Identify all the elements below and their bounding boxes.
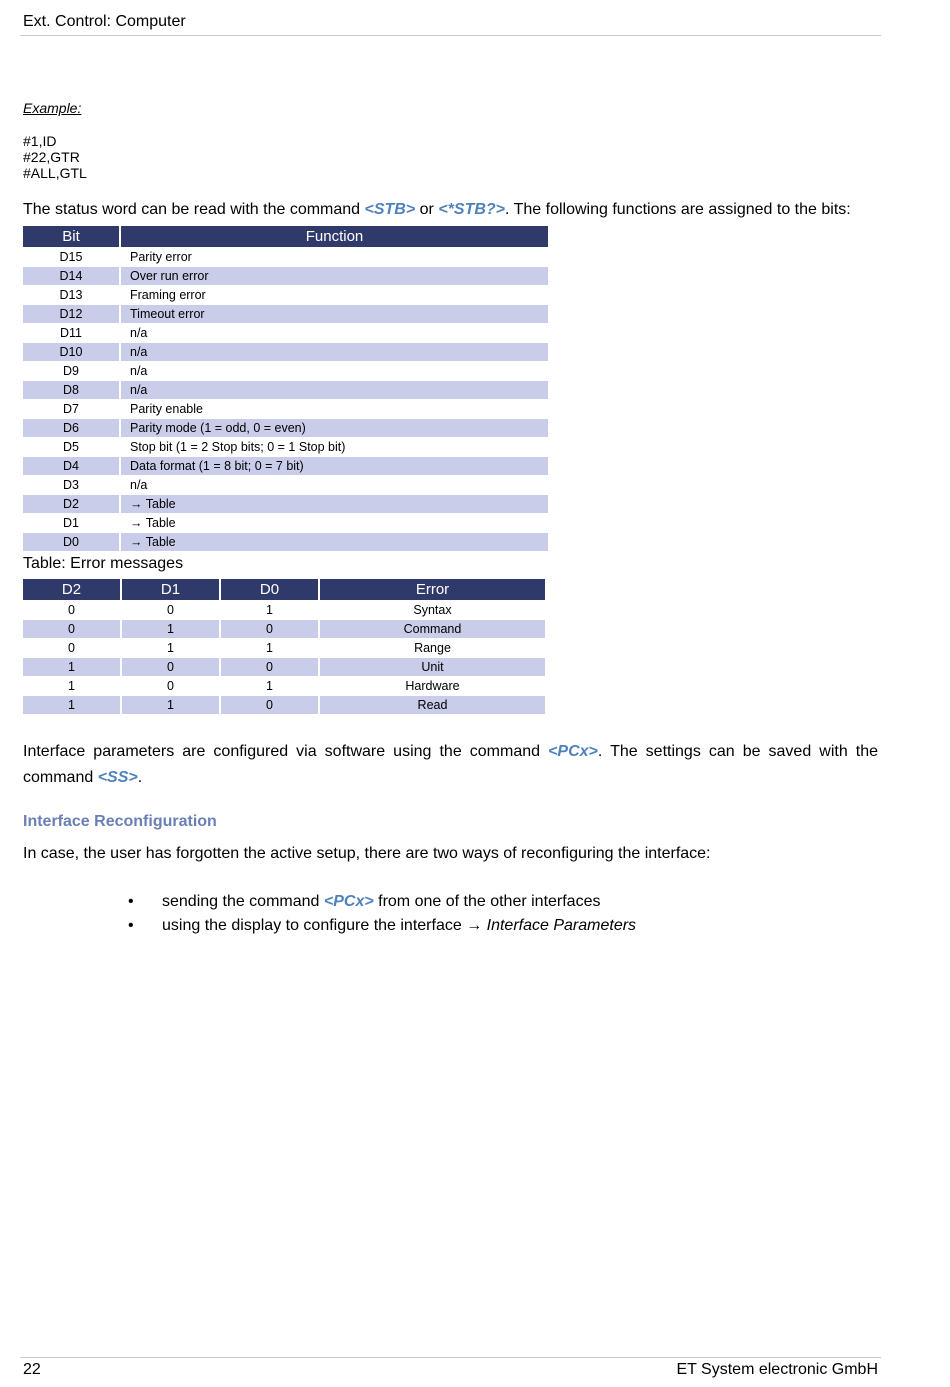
- list-item: [128, 914, 636, 938]
- error-table-caption: Table: Error messages: [23, 555, 184, 572]
- d2-cell: 1: [23, 696, 120, 714]
- table-row: [23, 400, 548, 418]
- function-cell: → Table: [121, 533, 548, 551]
- header-title: Ext. Control: Computer: [23, 13, 186, 30]
- bit-cell: D2: [23, 495, 119, 513]
- table-row: [23, 343, 548, 361]
- table-row: [23, 324, 548, 342]
- iface-text-after: .: [137, 769, 143, 786]
- d1-column-header: D1: [122, 579, 219, 600]
- function-cell: Parity error: [130, 250, 192, 264]
- bullet-icon: •: [128, 893, 134, 910]
- function-cell: n/a: [130, 478, 148, 492]
- table-row: [23, 495, 548, 513]
- d2-cell: 0: [68, 603, 75, 617]
- command-ss: <SS>: [97, 769, 138, 786]
- d1-cell: 0: [122, 658, 219, 676]
- bit-cell: D15: [59, 250, 83, 264]
- table-row: [23, 286, 548, 304]
- table-row: [23, 696, 545, 714]
- table-row: [23, 267, 548, 285]
- table-row: [23, 381, 548, 399]
- bit-column-header: Bit: [23, 226, 119, 247]
- bit-cell: D0: [23, 533, 119, 551]
- d1-cell: 1: [122, 696, 219, 714]
- bullet-icon: •: [128, 917, 134, 934]
- d0-cell: 1: [266, 641, 273, 655]
- error-cell: Read: [320, 696, 545, 714]
- function-cell: Parity enable: [130, 402, 203, 416]
- bit-cell: D10: [23, 343, 119, 361]
- footer-divider: [20, 1357, 881, 1358]
- bit-cell: D12: [23, 305, 119, 323]
- error-cell: Hardware: [405, 679, 460, 693]
- table-row: [23, 639, 545, 657]
- table-row: [23, 362, 548, 380]
- reconfig-intro: In case, the user has forgotten the active setup, there are two ways of reconfiguring the interface:: [23, 845, 711, 862]
- d1-cell: 0: [167, 679, 174, 693]
- table-row: [23, 533, 548, 551]
- status-text-after: . The following functions are assigned to the bits:: [505, 201, 851, 218]
- table-row: [23, 601, 545, 619]
- list-item: [128, 890, 636, 914]
- function-column-header: Function: [121, 226, 548, 247]
- d0-cell: 1: [266, 603, 273, 617]
- table-row: [23, 248, 548, 266]
- error-cell: Unit: [320, 658, 545, 676]
- example-label: Example:: [23, 100, 82, 116]
- bit-cell: D5: [63, 440, 79, 454]
- bit-cell: D6: [23, 419, 119, 437]
- d2-cell: 0: [23, 620, 120, 638]
- error-cell: Syntax: [413, 603, 452, 617]
- bullet-text: using the display to configure the interface →: [162, 917, 487, 934]
- error-cell: Range: [414, 641, 451, 655]
- function-cell: Timeout error: [121, 305, 548, 323]
- interface-parameters-reference: Interface Parameters: [486, 917, 637, 934]
- bit-cell: D9: [63, 364, 79, 378]
- bit-cell: D8: [23, 381, 119, 399]
- bit-cell: D4: [23, 457, 119, 475]
- iface-text-mid: . The settings can be saved with the command: [23, 743, 879, 786]
- example-line: #1,ID: [23, 133, 57, 149]
- table-row: [23, 620, 545, 638]
- d2-cell: 1: [68, 679, 75, 693]
- example-line: #22,GTR: [23, 149, 80, 165]
- bit-cell: D13: [59, 288, 83, 302]
- function-cell: → Table: [130, 516, 176, 530]
- error-messages-table: [21, 578, 547, 715]
- iface-text-before: Interface parameters are configured via software using the command: [23, 743, 549, 760]
- command-pcx: <PCx>: [323, 893, 374, 910]
- d0-cell: 0: [221, 620, 318, 638]
- d0-cell: 1: [266, 679, 273, 693]
- status-text-mid: or: [415, 201, 439, 218]
- command-pcx: <PCx>: [548, 743, 598, 760]
- function-cell: → Table: [121, 495, 548, 513]
- bullet-text: from one of the other interfaces: [373, 893, 601, 910]
- d2-column-header: D2: [23, 579, 120, 600]
- command-stb-query: <*STB?>: [438, 201, 506, 218]
- status-text-before: The status word can be read with the command: [23, 201, 365, 218]
- d1-cell: 1: [167, 641, 174, 655]
- table-row: [23, 438, 548, 456]
- bit-cell: D14: [23, 267, 119, 285]
- bit-cell: D3: [63, 478, 79, 492]
- function-cell: Over run error: [121, 267, 548, 285]
- function-cell: Parity mode (1 = odd, 0 = even): [121, 419, 548, 437]
- command-stb: <STB>: [364, 201, 416, 218]
- table-row: [23, 658, 545, 676]
- error-column-header: Error: [320, 579, 545, 600]
- table-row: [23, 457, 548, 475]
- table-row: [23, 514, 548, 532]
- section-heading: Interface Reconfiguration: [23, 813, 217, 830]
- interface-parameters-paragraph: [23, 739, 878, 791]
- function-cell: n/a: [121, 381, 548, 399]
- header-divider: [20, 35, 881, 36]
- d1-cell: 1: [122, 620, 219, 638]
- function-cell: Data format (1 = 8 bit; 0 = 7 bit): [121, 457, 548, 475]
- footer-company: ET System electronic GmbH: [676, 1361, 878, 1378]
- d0-cell: 0: [221, 696, 318, 714]
- d2-cell: 1: [23, 658, 120, 676]
- function-cell: n/a: [130, 326, 148, 340]
- function-cell: n/a: [121, 343, 548, 361]
- d0-cell: 0: [221, 658, 318, 676]
- bit-cell: D7: [63, 402, 79, 416]
- d2-cell: 0: [68, 641, 75, 655]
- function-cell: Framing error: [130, 288, 206, 302]
- table-row: [23, 476, 548, 494]
- status-word-paragraph: [23, 201, 851, 219]
- function-cell: n/a: [130, 364, 148, 378]
- table-row: [23, 305, 548, 323]
- error-cell: Command: [320, 620, 545, 638]
- d1-cell: 0: [167, 603, 174, 617]
- page-number: 22: [23, 1361, 41, 1378]
- status-bit-table: [21, 225, 550, 552]
- table-row: [23, 677, 545, 695]
- bit-cell: D1: [63, 516, 79, 530]
- example-code: [23, 133, 87, 181]
- bit-cell: D11: [59, 326, 82, 340]
- bullet-text: sending the command: [162, 893, 324, 910]
- function-cell: Stop bit (1 = 2 Stop bits; 0 = 1 Stop bit): [130, 440, 346, 454]
- d0-column-header: D0: [221, 579, 318, 600]
- example-line: #ALL,GTL: [23, 165, 87, 181]
- table-row: [23, 419, 548, 437]
- reconfig-bullet-list: [128, 890, 636, 938]
